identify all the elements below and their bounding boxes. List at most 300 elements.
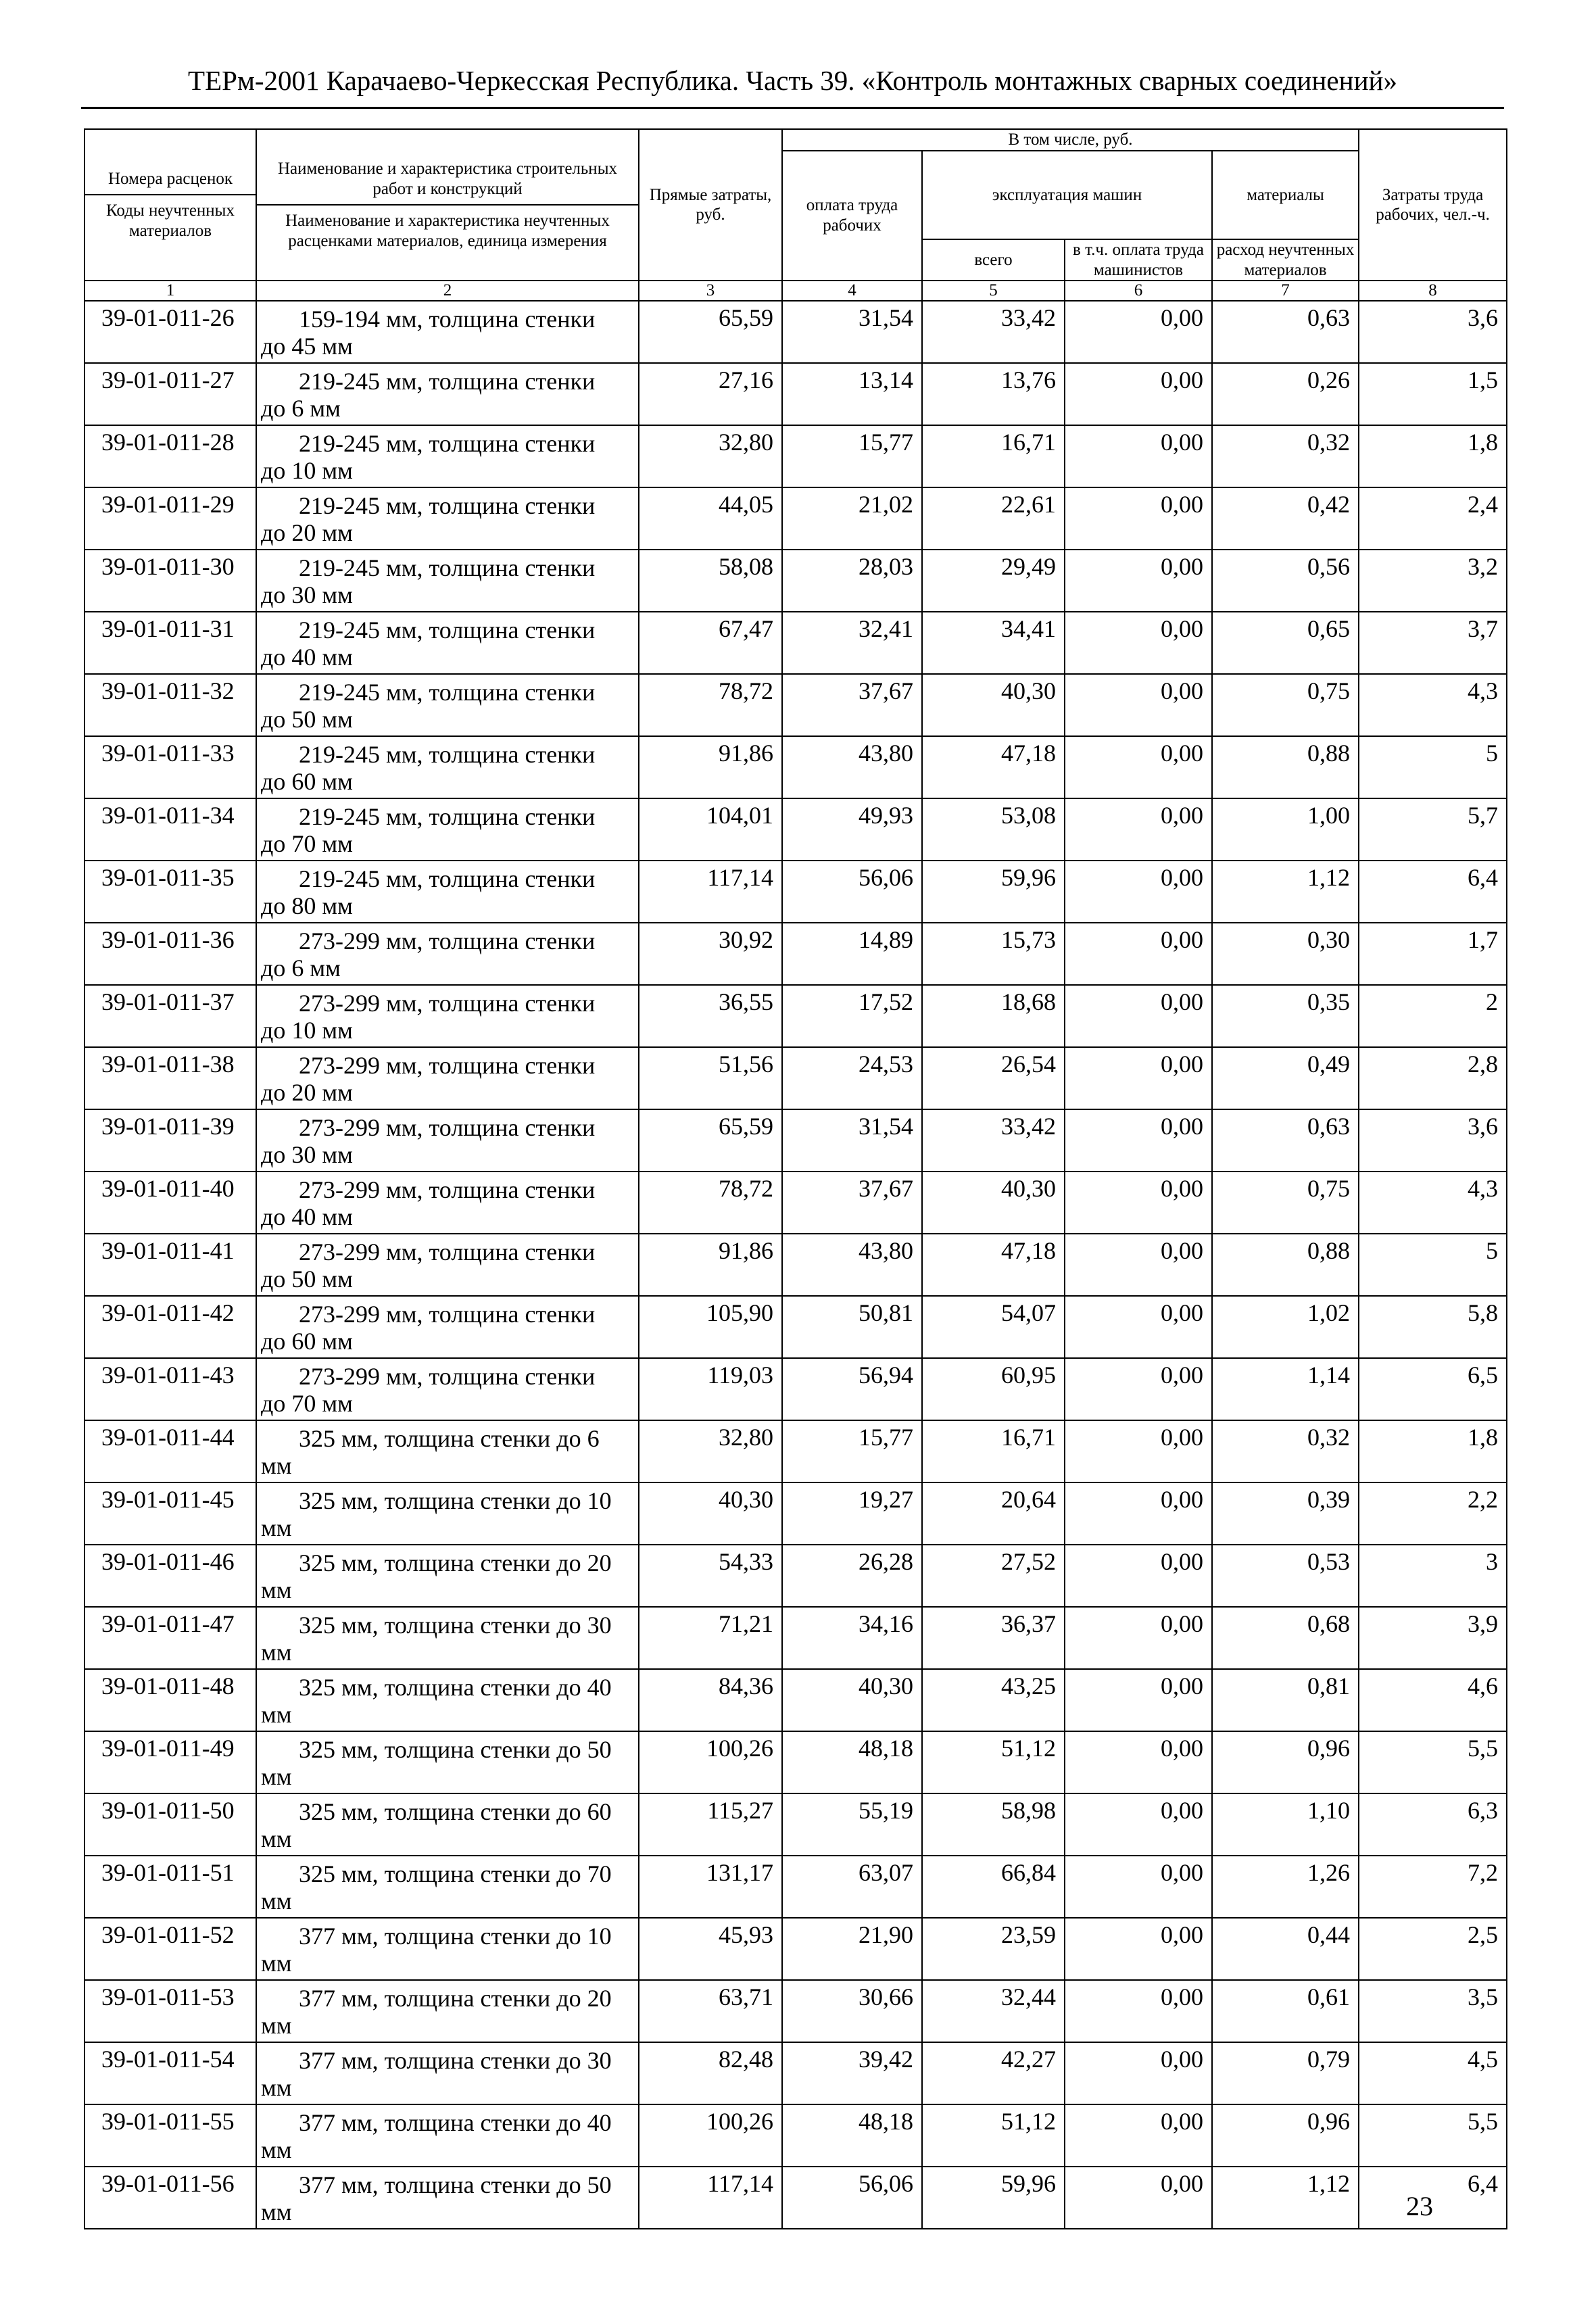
work-description [256,1482,639,1545]
direct-costs-cell: 78,72 [639,1172,782,1234]
operator-pay-cell: 0,00 [1065,861,1212,923]
rate-code: 39-01-011-30 [84,550,256,612]
worker-pay-cell: 43,80 [782,1234,922,1296]
table-row [84,1731,1507,1793]
labor-hours-cell: 3 [1359,1545,1507,1607]
operator-pay-cell: 0,00 [1065,1856,1212,1918]
table-row [84,1420,1507,1482]
machines-total-cell: 51,12 [922,1731,1065,1793]
description-line-1: 273-299 мм, толщина стенки [299,1363,596,1390]
machines-total-cell: 13,76 [922,363,1065,425]
page-title: ТЕРм-2001 Карачаево-Черкесская Республика. Часть 39. «Контроль монтажных сварных соединений» [188,65,1397,96]
direct-costs-cell: 117,14 [639,861,782,923]
direct-costs-cell: 45,93 [639,1918,782,1980]
table-row [84,1918,1507,1980]
machines-total-cell: 29,49 [922,550,1065,612]
description-line-2: до 40 мм [261,1203,353,1230]
rate-code: 39-01-011-33 [84,736,256,798]
description-line-2: до 10 мм [261,457,353,484]
materials-cell: 0,30 [1212,923,1359,985]
machines-total-cell: 47,18 [922,1234,1065,1296]
rate-code: 39-01-011-53 [84,1980,256,2042]
operator-pay-cell: 0,00 [1065,1731,1212,1793]
table-row [84,1793,1507,1856]
work-description [256,550,639,612]
machines-total-cell: 43,25 [922,1669,1065,1731]
materials-cell: 0,88 [1212,736,1359,798]
direct-costs-cell: 58,08 [639,550,782,612]
materials-cell: 0,42 [1212,487,1359,550]
materials-cell: 0,65 [1212,612,1359,674]
description-line-2: до 10 мм [261,1017,353,1044]
labor-hours-cell: 6,4 [1359,861,1507,923]
work-description [256,1980,639,2042]
materials-cell: 0,79 [1212,2042,1359,2104]
table-row [84,1296,1507,1358]
materials-cell: 0,68 [1212,1607,1359,1669]
rate-code: 39-01-011-28 [84,425,256,487]
description-line-1: 325 мм, толщина стенки до 6 [299,1425,600,1452]
table-row [84,798,1507,861]
description-line-1: 219-245 мм, толщина стенки [299,492,596,519]
labor-hours-cell: 7,2 [1359,1856,1507,1918]
materials-cell: 1,26 [1212,1856,1359,1918]
direct-costs-cell: 115,27 [639,1793,782,1856]
work-description [256,363,639,425]
operator-pay-cell: 0,00 [1065,487,1212,550]
materials-cell: 0,96 [1212,1731,1359,1793]
table-row [84,861,1507,923]
rate-code: 39-01-011-55 [84,2104,256,2167]
labor-hours-cell: 6,3 [1359,1793,1507,1856]
rate-code: 39-01-011-37 [84,985,256,1047]
description-line-1: 377 мм, толщина стенки до 20 [299,1985,612,2012]
machines-total-cell: 36,37 [922,1607,1065,1669]
worker-pay-cell: 13,14 [782,363,922,425]
worker-pay-cell: 56,94 [782,1358,922,1420]
direct-costs-cell: 51,56 [639,1047,782,1109]
direct-costs-cell: 54,33 [639,1545,782,1607]
labor-hours-cell: 4,5 [1359,2042,1507,2104]
materials-cell: 0,63 [1212,301,1359,363]
worker-pay-cell: 21,90 [782,1918,922,1980]
worker-pay-cell: 43,80 [782,736,922,798]
operator-pay-cell: 0,00 [1065,736,1212,798]
description-line-1: 219-245 мм, толщина стенки [299,803,596,830]
materials-cell: 0,44 [1212,1918,1359,1980]
labor-hours-cell: 1,8 [1359,1420,1507,1482]
rate-code: 39-01-011-46 [84,1545,256,1607]
description-line-1: 377 мм, толщина стенки до 30 [299,2047,612,2074]
rate-code: 39-01-011-45 [84,1482,256,1545]
table-row [84,674,1507,736]
description-line-2: мм [261,1639,292,1666]
work-description [256,301,639,363]
worker-pay-cell: 32,41 [782,612,922,674]
worker-pay-cell: 56,06 [782,2167,922,2229]
machines-total-cell: 22,61 [922,487,1065,550]
column-number: 6 [1065,281,1212,301]
machines-total-cell: 33,42 [922,1109,1065,1172]
description-line-2: до 40 мм [261,644,353,671]
labor-hours-cell: 5,5 [1359,2104,1507,2167]
operator-pay-cell: 0,00 [1065,1980,1212,2042]
description-line-2: до 80 мм [261,892,353,919]
description-line-1: 273-299 мм, толщина стенки [299,1114,596,1141]
worker-pay-cell: 17,52 [782,985,922,1047]
materials-cell: 1,12 [1212,2167,1359,2229]
description-line-2: до 6 мм [261,955,341,982]
labor-hours-cell: 3,2 [1359,550,1507,612]
machines-total-cell: 33,42 [922,301,1065,363]
materials-cell: 1,14 [1212,1358,1359,1420]
direct-costs-cell: 67,47 [639,612,782,674]
worker-pay-cell: 37,67 [782,674,922,736]
description-line-1: 219-245 мм, толщина стенки [299,368,596,395]
direct-costs-cell: 71,21 [639,1607,782,1669]
worker-pay-cell: 39,42 [782,2042,922,2104]
materials-cell: 0,53 [1212,1545,1359,1607]
header-worker-pay: оплата труда рабочих [782,151,922,281]
worker-pay-cell: 55,19 [782,1793,922,1856]
machines-total-cell: 66,84 [922,1856,1065,1918]
operator-pay-cell: 0,00 [1065,1358,1212,1420]
labor-hours-cell: 5 [1359,1234,1507,1296]
rate-code: 39-01-011-42 [84,1296,256,1358]
table-row [84,1980,1507,2042]
description-line-2: мм [261,1701,292,1728]
description-line-1: 273-299 мм, толщина стенки [299,1301,596,1328]
worker-pay-cell: 31,54 [782,301,922,363]
table-row [84,1607,1507,1669]
header-col2-top: Наименование и характеристика строительных работ и конструкций [277,160,617,198]
materials-cell: 1,02 [1212,1296,1359,1358]
worker-pay-cell: 34,16 [782,1607,922,1669]
description-line-1: 377 мм, толщина стенки до 40 [299,2109,612,2136]
operator-pay-cell: 0,00 [1065,674,1212,736]
header-operator-pay: в т.ч. оплата труда машинистов [1065,239,1212,281]
rate-code: 39-01-011-49 [84,1731,256,1793]
work-description [256,798,639,861]
machines-total-cell: 16,71 [922,425,1065,487]
operator-pay-cell: 0,00 [1065,1918,1212,1980]
rate-code: 39-01-011-26 [84,301,256,363]
machines-total-cell: 42,27 [922,2042,1065,2104]
description-line-2: мм [261,2012,292,2039]
work-description [256,1731,639,1793]
direct-costs-cell: 91,86 [639,1234,782,1296]
materials-cell: 0,88 [1212,1234,1359,1296]
machines-total-cell: 60,95 [922,1358,1065,1420]
description-line-2: мм [261,1763,292,1790]
header-group-including: В том числе, руб. [782,129,1359,151]
header-machines-total: всего [922,239,1065,281]
table-row [84,1047,1507,1109]
header-col2 [256,129,639,281]
operator-pay-cell: 0,00 [1065,2042,1212,2104]
description-line-2: до 6 мм [261,395,341,422]
operator-pay-cell: 0,00 [1065,985,1212,1047]
description-line-1: 219-245 мм, толщина стенки [299,865,596,892]
worker-pay-cell: 49,93 [782,798,922,861]
labor-hours-cell: 2 [1359,985,1507,1047]
direct-costs-cell: 44,05 [639,487,782,550]
machines-total-cell: 59,96 [922,861,1065,923]
operator-pay-cell: 0,00 [1065,1234,1212,1296]
description-line-1: 219-245 мм, толщина стенки [299,617,596,644]
description-line-2: мм [261,1514,292,1541]
operator-pay-cell: 0,00 [1065,550,1212,612]
machines-total-cell: 23,59 [922,1918,1065,1980]
machines-total-cell: 18,68 [922,985,1065,1047]
header-materials: материалы [1212,151,1359,240]
description-line-2: мм [261,1887,292,1914]
rate-code: 39-01-011-36 [84,923,256,985]
rate-code: 39-01-011-31 [84,612,256,674]
header-col1-divider [85,194,256,195]
labor-hours-cell: 4,3 [1359,674,1507,736]
worker-pay-cell: 56,06 [782,861,922,923]
description-line-2: до 70 мм [261,830,353,857]
labor-hours-cell: 3,7 [1359,612,1507,674]
labor-hours-cell: 1,7 [1359,923,1507,985]
operator-pay-cell: 0,00 [1065,1669,1212,1731]
machines-total-cell: 59,96 [922,2167,1065,2229]
work-description [256,1918,639,1980]
machines-total-cell: 53,08 [922,798,1065,861]
work-description [256,1109,639,1172]
work-description [256,985,639,1047]
work-description [256,612,639,674]
direct-costs-cell: 84,36 [639,1669,782,1731]
table-row [84,612,1507,674]
operator-pay-cell: 0,00 [1065,1296,1212,1358]
description-line-1: 219-245 мм, толщина стенки [299,679,596,706]
worker-pay-cell: 63,07 [782,1856,922,1918]
labor-hours-cell: 2,8 [1359,1047,1507,1109]
direct-costs-cell: 32,80 [639,1420,782,1482]
operator-pay-cell: 0,00 [1065,1047,1212,1109]
description-line-1: 325 мм, толщина стенки до 60 [299,1798,612,1825]
operator-pay-cell: 0,00 [1065,798,1212,861]
description-line-1: 219-245 мм, толщина стенки [299,554,596,581]
materials-cell: 0,26 [1212,363,1359,425]
work-description [256,1296,639,1358]
column-number-row [84,281,1507,301]
machines-total-cell: 54,07 [922,1296,1065,1358]
header-col1-top: Номера расценок [107,169,233,188]
machines-total-cell: 32,44 [922,1980,1065,2042]
labor-hours-cell: 5,5 [1359,1731,1507,1793]
description-line-1: 325 мм, толщина стенки до 30 [299,1612,612,1639]
direct-costs-cell: 82,48 [639,2042,782,2104]
materials-cell: 0,81 [1212,1669,1359,1731]
machines-total-cell: 20,64 [922,1482,1065,1545]
header-col1 [84,129,256,281]
worker-pay-cell: 48,18 [782,2104,922,2167]
direct-costs-cell: 36,55 [639,985,782,1047]
worker-pay-cell: 15,77 [782,1420,922,1482]
direct-costs-cell: 65,59 [639,301,782,363]
rate-code: 39-01-011-38 [84,1047,256,1109]
machines-total-cell: 27,52 [922,1545,1065,1607]
materials-cell: 0,32 [1212,425,1359,487]
labor-hours-cell: 5,8 [1359,1296,1507,1358]
table-row [84,1482,1507,1545]
materials-cell: 0,49 [1212,1047,1359,1109]
description-line-1: 273-299 мм, толщина стенки [299,1176,596,1203]
rate-code: 39-01-011-40 [84,1172,256,1234]
work-description [256,1047,639,1109]
work-description [256,1358,639,1420]
direct-costs-cell: 131,17 [639,1856,782,1918]
labor-hours-cell: 1,5 [1359,363,1507,425]
rate-code: 39-01-011-27 [84,363,256,425]
work-description [256,2104,639,2167]
labor-hours-cell: 4,6 [1359,1669,1507,1731]
labor-hours-cell: 3,5 [1359,1980,1507,2042]
direct-costs-cell: 63,71 [639,1980,782,2042]
description-line-1: 219-245 мм, толщина стенки [299,430,596,457]
description-line-1: 159-194 мм, толщина стенки [299,306,596,333]
materials-cell: 0,56 [1212,550,1359,612]
description-line-2: до 50 мм [261,1265,353,1293]
table-row [84,923,1507,985]
description-line-1: 325 мм, толщина стенки до 10 [299,1487,612,1514]
rate-code: 39-01-011-39 [84,1109,256,1172]
table-row [84,2042,1507,2104]
worker-pay-cell: 50,81 [782,1296,922,1358]
operator-pay-cell: 0,00 [1065,1109,1212,1172]
rate-code: 39-01-011-41 [84,1234,256,1296]
work-description [256,1607,639,1669]
operator-pay-cell: 0,00 [1065,363,1212,425]
description-line-2: до 60 мм [261,1328,353,1355]
work-description [256,2167,639,2229]
materials-cell: 1,12 [1212,861,1359,923]
description-line-1: 325 мм, толщина стенки до 70 [299,1860,612,1887]
labor-hours-cell: 4,3 [1359,1172,1507,1234]
operator-pay-cell: 0,00 [1065,1420,1212,1482]
direct-costs-cell: 65,59 [639,1109,782,1172]
description-line-2: до 30 мм [261,581,353,608]
description-line-2: мм [261,2198,292,2225]
description-line-2: до 30 мм [261,1141,353,1168]
table-row [84,736,1507,798]
rate-code: 39-01-011-48 [84,1669,256,1731]
page-number: 23 [1406,2191,1433,2221]
description-line-1: 325 мм, толщина стенки до 50 [299,1736,612,1763]
column-number: 4 [782,281,922,301]
materials-cell: 1,10 [1212,1793,1359,1856]
rate-code: 39-01-011-56 [84,2167,256,2229]
machines-total-cell: 51,12 [922,2104,1065,2167]
labor-hours-cell: 5,7 [1359,798,1507,861]
worker-pay-cell: 48,18 [782,1731,922,1793]
operator-pay-cell: 0,00 [1065,923,1212,985]
labor-hours-cell: 5 [1359,736,1507,798]
table-row [84,1545,1507,1607]
work-description [256,861,639,923]
worker-pay-cell: 28,03 [782,550,922,612]
operator-pay-cell: 0,00 [1065,1793,1212,1856]
table-row [84,425,1507,487]
description-line-1: 325 мм, толщина стенки до 40 [299,1674,612,1701]
operator-pay-cell: 0,00 [1065,612,1212,674]
header-col1-bottom: Коды неучтенных материалов [106,201,235,240]
header-col2-bottom: Наименование и характеристика неучтенных расценками материалов, единица измерения [285,212,610,250]
work-description [256,425,639,487]
description-line-2: до 70 мм [261,1390,353,1417]
materials-cell: 0,63 [1212,1109,1359,1172]
machines-total-cell: 34,41 [922,612,1065,674]
table-row [84,1172,1507,1234]
work-description [256,1545,639,1607]
table-header-row [84,129,1507,151]
direct-costs-cell: 104,01 [639,798,782,861]
table-row [84,1234,1507,1296]
work-description [256,674,639,736]
worker-pay-cell: 37,67 [782,1172,922,1234]
rate-code: 39-01-011-34 [84,798,256,861]
machines-total-cell: 15,73 [922,923,1065,985]
direct-costs-cell: 30,92 [639,923,782,985]
description-line-2: мм [261,1950,292,1977]
description-line-1: 219-245 мм, толщина стенки [299,741,596,768]
table-row [84,487,1507,550]
direct-costs-cell: 91,86 [639,736,782,798]
description-line-1: 325 мм, толщина стенки до 20 [299,1549,612,1576]
direct-costs-cell: 117,14 [639,2167,782,2229]
column-number: 7 [1212,281,1359,301]
materials-cell: 0,35 [1212,985,1359,1047]
work-description [256,1420,639,1482]
labor-hours-cell: 2,5 [1359,1918,1507,1980]
work-description [256,736,639,798]
rate-code: 39-01-011-52 [84,1918,256,1980]
description-line-1: 273-299 мм, толщина стенки [299,1052,596,1079]
worker-pay-cell: 40,30 [782,1669,922,1731]
table-row [84,363,1507,425]
table-row [84,985,1507,1047]
machines-total-cell: 16,71 [922,1420,1065,1482]
operator-pay-cell: 0,00 [1065,301,1212,363]
machines-total-cell: 40,30 [922,674,1065,736]
materials-cell: 0,96 [1212,2104,1359,2167]
worker-pay-cell: 26,28 [782,1545,922,1607]
labor-hours-cell: 6,4 [1359,2167,1507,2229]
operator-pay-cell: 0,00 [1065,1172,1212,1234]
materials-cell: 0,61 [1212,1980,1359,2042]
worker-pay-cell: 24,53 [782,1047,922,1109]
rate-code: 39-01-011-51 [84,1856,256,1918]
rate-code: 39-01-011-44 [84,1420,256,1482]
description-line-2: до 50 мм [261,706,353,733]
column-number: 1 [84,281,256,301]
worker-pay-cell: 31,54 [782,1109,922,1172]
operator-pay-cell: 0,00 [1065,1482,1212,1545]
machines-total-cell: 47,18 [922,736,1065,798]
header-divider [81,107,1504,109]
rate-code: 39-01-011-54 [84,2042,256,2104]
description-line-2: до 20 мм [261,1079,353,1106]
description-line-2: до 45 мм [261,333,353,360]
rate-code: 39-01-011-47 [84,1607,256,1669]
description-line-2: мм [261,1452,292,1479]
direct-costs-cell: 100,26 [639,1731,782,1793]
rates-table [84,128,1507,2229]
worker-pay-cell: 14,89 [782,923,922,985]
